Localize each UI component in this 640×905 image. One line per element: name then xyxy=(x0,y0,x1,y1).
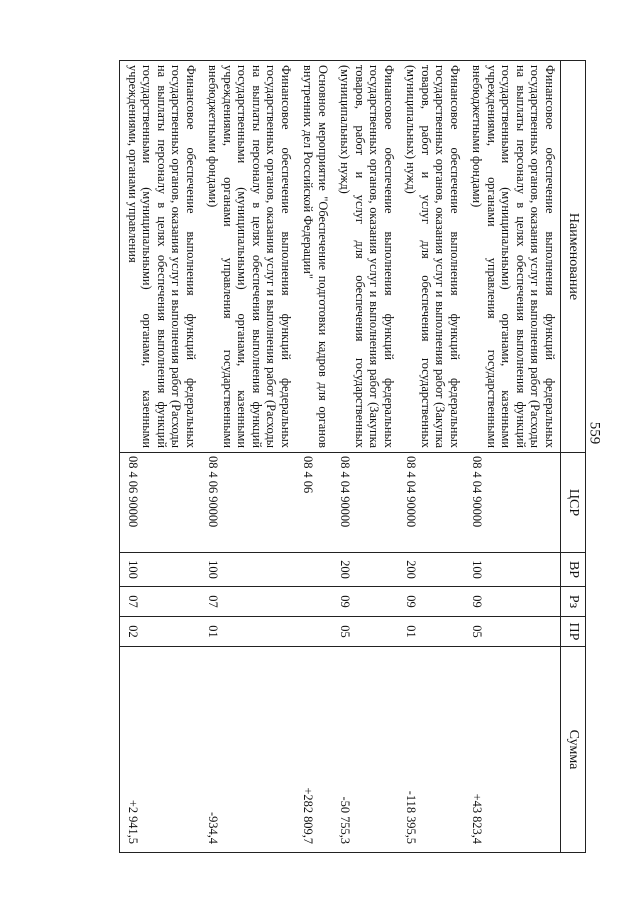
cell-amount: +2 941,5 xyxy=(120,647,201,853)
cell-name: Финансовое обеспечение выполнения функций федеральных государственных органов, оказания услуг и выполнения работ (Закупка товаров, работ и услуг для обеспечения государственных (муниципальных) нужд) xyxy=(333,61,399,453)
cell-name: Основное мероприятие "Обеспечение подготовки кадров для органов внутренних дел Российской Федерации" xyxy=(296,61,333,453)
cell-pr xyxy=(296,617,333,647)
table-header-row xyxy=(561,61,586,853)
cell-csr: 08 4 04 90000 xyxy=(333,453,399,553)
cell-vr: 200 xyxy=(399,553,465,587)
cell-pr: 01 xyxy=(399,617,465,647)
cell-rz: 07 xyxy=(120,587,201,617)
cell-vr: 100 xyxy=(201,553,296,587)
table-row xyxy=(465,61,561,853)
cell-csr: 08 4 04 90000 xyxy=(465,453,561,553)
page-number: 559 xyxy=(586,421,603,445)
budget-table xyxy=(120,60,587,853)
cell-rz: 09 xyxy=(333,587,399,617)
cell-amount: -50 755,3 xyxy=(333,647,399,853)
header-vr: ВР xyxy=(561,553,586,587)
cell-pr: 05 xyxy=(333,617,399,647)
cell-pr: 02 xyxy=(120,617,201,647)
cell-vr: 200 xyxy=(333,553,399,587)
cell-vr: 100 xyxy=(120,553,201,587)
cell-rz: 07 xyxy=(201,587,296,617)
cell-rz: 09 xyxy=(399,587,465,617)
cell-pr: 05 xyxy=(465,617,561,647)
cell-name: Финансовое обеспечение выполнения функций федеральных государственных органов, оказания услуг и выполнения работ (Расходы на выплаты персоналу в целях обеспечения выполнения функций государственными (муниципальными) органами, казенными учреждениями, органами управления xyxy=(120,61,201,453)
cell-amount: -934,4 xyxy=(201,647,296,853)
header-csr: ЦСР xyxy=(561,453,586,553)
header-name: Наименование xyxy=(561,61,586,453)
cell-amount: +43 823,4 xyxy=(465,647,561,853)
cell-csr: 08 4 06 90000 xyxy=(201,453,296,553)
header-rz: Рз xyxy=(561,587,586,617)
cell-vr: 100 xyxy=(465,553,561,587)
cell-rz xyxy=(296,587,333,617)
cell-name: Финансовое обеспечение выполнения функций федеральных государственных органов, оказания услуг и выполнения работ (Расходы на выплаты персоналу в целях обеспечения выполнения функций государственными (муниципальными) органами, казенными учреждениями, органами управления государственными внебюджетными фондами) xyxy=(201,61,296,453)
cell-amount: +282 809,7 xyxy=(296,647,333,853)
table-row xyxy=(296,61,333,853)
table-row xyxy=(120,61,201,853)
cell-rz: 09 xyxy=(465,587,561,617)
cell-csr: 08 4 06 xyxy=(296,453,333,553)
rotated-page-content xyxy=(74,60,586,852)
cell-amount: -118 395,5 xyxy=(399,647,465,853)
header-amount: Сумма xyxy=(561,647,586,853)
table-row xyxy=(399,61,465,853)
cell-csr: 08 4 04 90000 xyxy=(399,453,465,553)
cell-vr xyxy=(296,553,333,587)
header-pr: ПР xyxy=(561,617,586,647)
cell-pr: 01 xyxy=(201,617,296,647)
cell-name: Финансовое обеспечение выполнения функций федеральных государственных органов, оказания услуг и выполнения работ (Закупка товаров, работ и услуг для обеспечения государственных (муниципальных) нужд) xyxy=(399,61,465,453)
table-row xyxy=(333,61,399,853)
cell-name: Финансовое обеспечение выполнения функций федеральных государственных органов, оказания услуг и выполнения работ (Расходы на выплаты персоналу в целях обеспечения выполнения функций государственными (муниципальными) органами, казенными учреждениями, органами управления государственными внебюджетными фондами) xyxy=(465,61,561,453)
cell-csr: 08 4 06 90000 xyxy=(120,453,201,553)
table-row xyxy=(201,61,296,853)
